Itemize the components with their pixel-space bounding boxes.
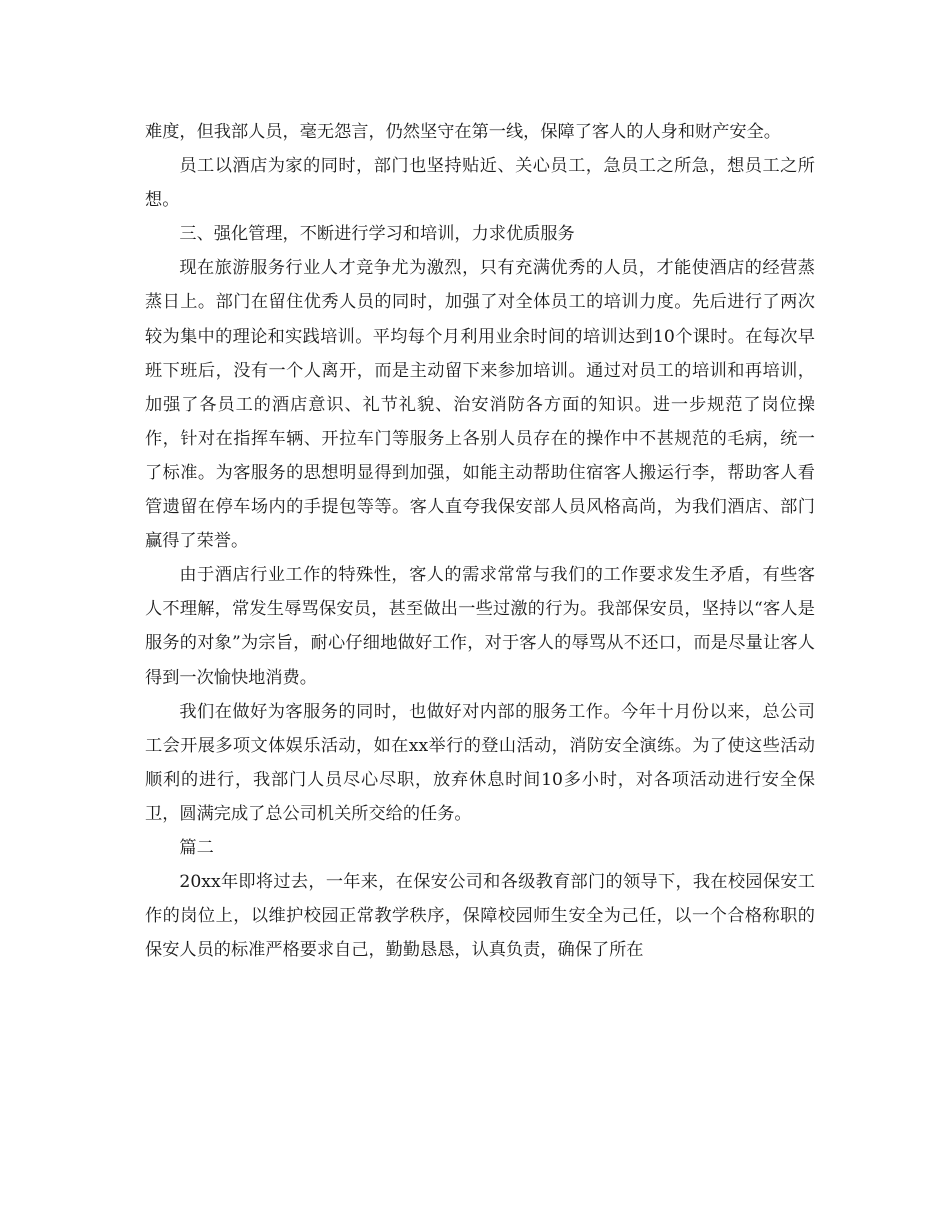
paragraph: 员工以酒店为家的同时，部门也坚持贴近、关心员工，急员工之所急，想员工之所想。 xyxy=(145,156,815,211)
paragraph: 我们在做好为客服务的同时，也做好对内部的服务工作。今年十月份以来，总公司工会开展多项文体娱乐活动，如在xx举行的登山活动，消防安全演练。为了使这些活动顺利的进行，我部门人员尽心尽职，放弃休息时间10多小时，对各项活动进行安全保卫，圆满完成了总公司机关所交给的任务。 xyxy=(145,701,815,824)
section-heading: 三、强化管理，不断进行学习和培训，力求优质服务 xyxy=(179,224,575,245)
document-body xyxy=(145,115,815,967)
paragraph: 20xx年即将过去，一年来，在保安公司和各级教育部门的领导下，我在校园保安工作的岗位上，以维护校园正常教学秩序，保障校园师生安全为己任，以一个合格称职的保安人员的标准严格要求自己，勤勤恳恳，认真负责，确保了所在 xyxy=(145,872,815,961)
paragraph: 由于酒店行业工作的特殊性，客人的需求常常与我们的工作要求发生矛盾，有些客人不理解，常发生辱骂保安员，甚至做出一些过激的行为。我部保安员，坚持以“客人是服务的对象”为宗旨，耐心仔细地做好工作，对于客人的辱骂从不还口，而是尽量让客人得到一次愉快地消费。 xyxy=(145,565,815,688)
paragraph-continuation: 难度，但我部人员，毫无怨言，仍然坚守在第一线，保障了客人的人身和财产安全。 xyxy=(145,122,781,142)
paragraph: 现在旅游服务行业人才竞争尤为激烈，只有充满优秀的人员，才能使酒店的经营蒸蒸日上。部门在留住优秀人员的同时，加强了对全体员工的培训力度。先后进行了两次较为集中的理论和实践培训。平均每个月利用业余时间的培训达到10个课时。在每次早班下班后，没有一个人离开，而是主动留下来参加培训。通过对员工的培训和再培训，加强了各员工的酒店意识、礼节礼貌、治安消防各方面的知识。进一步规范了岗位操作，针对在指挥车辆、开拉车门等服务上各别人员存在的操作中不甚规范的毛病，统一了标准。为客服务的思想明显得到加强，如能主动帮助住宿客人搬运行李，帮助客人看管遗留在停车场内的手提包等等。客人直夸我保安部人员风格高尚，为我们酒店、部门赢得了荣誉。 xyxy=(145,258,815,552)
section-heading: 篇二 xyxy=(179,837,214,858)
